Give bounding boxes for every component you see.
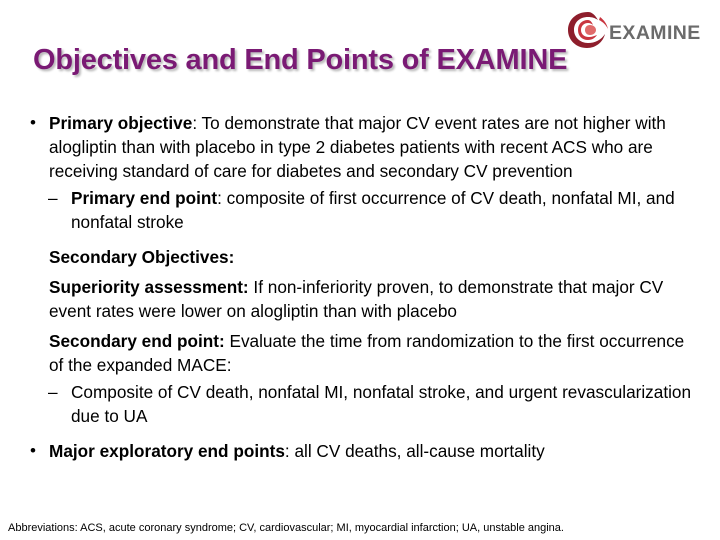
bullet-marker: • bbox=[30, 441, 36, 460]
abbreviations-footnote: Abbreviations: ACS, acute coronary syndrome; CV, cardiovascular; MI, myocardial infarction; UA, unstable angina. bbox=[8, 522, 564, 534]
subbullet-text: Composite of CV death, nonfatal MI, nonfatal stroke, and urgent revascularization due to UA bbox=[71, 382, 692, 426]
paragraph-superiority bbox=[30, 275, 695, 323]
dash-marker: – bbox=[48, 188, 58, 208]
paragraph-secondary-end-point bbox=[30, 329, 695, 377]
paragraph-text: Evaluate the time from randomization to the first occurrence of the expanded MACE: bbox=[49, 331, 685, 375]
subbullet-primary-end-point bbox=[30, 186, 695, 234]
bullet-text: : To demonstrate that major CV event rates are not higher with alogliptin than with placebo in type 2 diabetes patients with recent ACS who are receiving standard of care for diabetes and secondary CV prevention bbox=[49, 113, 666, 181]
bullet-label: Major exploratory end points bbox=[49, 441, 285, 461]
page-title: Objectives and End Points of EXAMINE bbox=[33, 44, 568, 76]
examine-logo bbox=[566, 9, 716, 51]
paragraph-label: Secondary end point: bbox=[49, 331, 225, 351]
secondary-objectives-heading bbox=[30, 245, 695, 269]
heart-swirl-icon bbox=[566, 9, 610, 51]
subbullet-composite bbox=[30, 380, 695, 428]
paragraph-label: Superiority assessment: bbox=[49, 277, 249, 297]
subbullet-text: : composite of first occurrence of CV death, nonfatal MI, and nonfatal stroke bbox=[71, 188, 675, 232]
bullet-label: Primary objective bbox=[49, 113, 193, 133]
slide-body bbox=[30, 111, 695, 463]
logo-wordmark: EXAMINE bbox=[609, 22, 701, 44]
subbullet-label: Primary end point bbox=[71, 188, 218, 208]
bullet-marker: • bbox=[30, 113, 36, 132]
heading-label: Secondary Objectives: bbox=[49, 247, 235, 267]
bullet-exploratory bbox=[30, 439, 695, 463]
paragraph-text: If non-inferiority proven, to demonstrate that major CV event rates were lower on alogliptin than with placebo bbox=[49, 277, 664, 321]
dash-marker: – bbox=[48, 382, 58, 402]
bullet-text: : all CV deaths, all-cause mortality bbox=[284, 441, 545, 461]
bullet-primary-objective bbox=[30, 111, 695, 183]
